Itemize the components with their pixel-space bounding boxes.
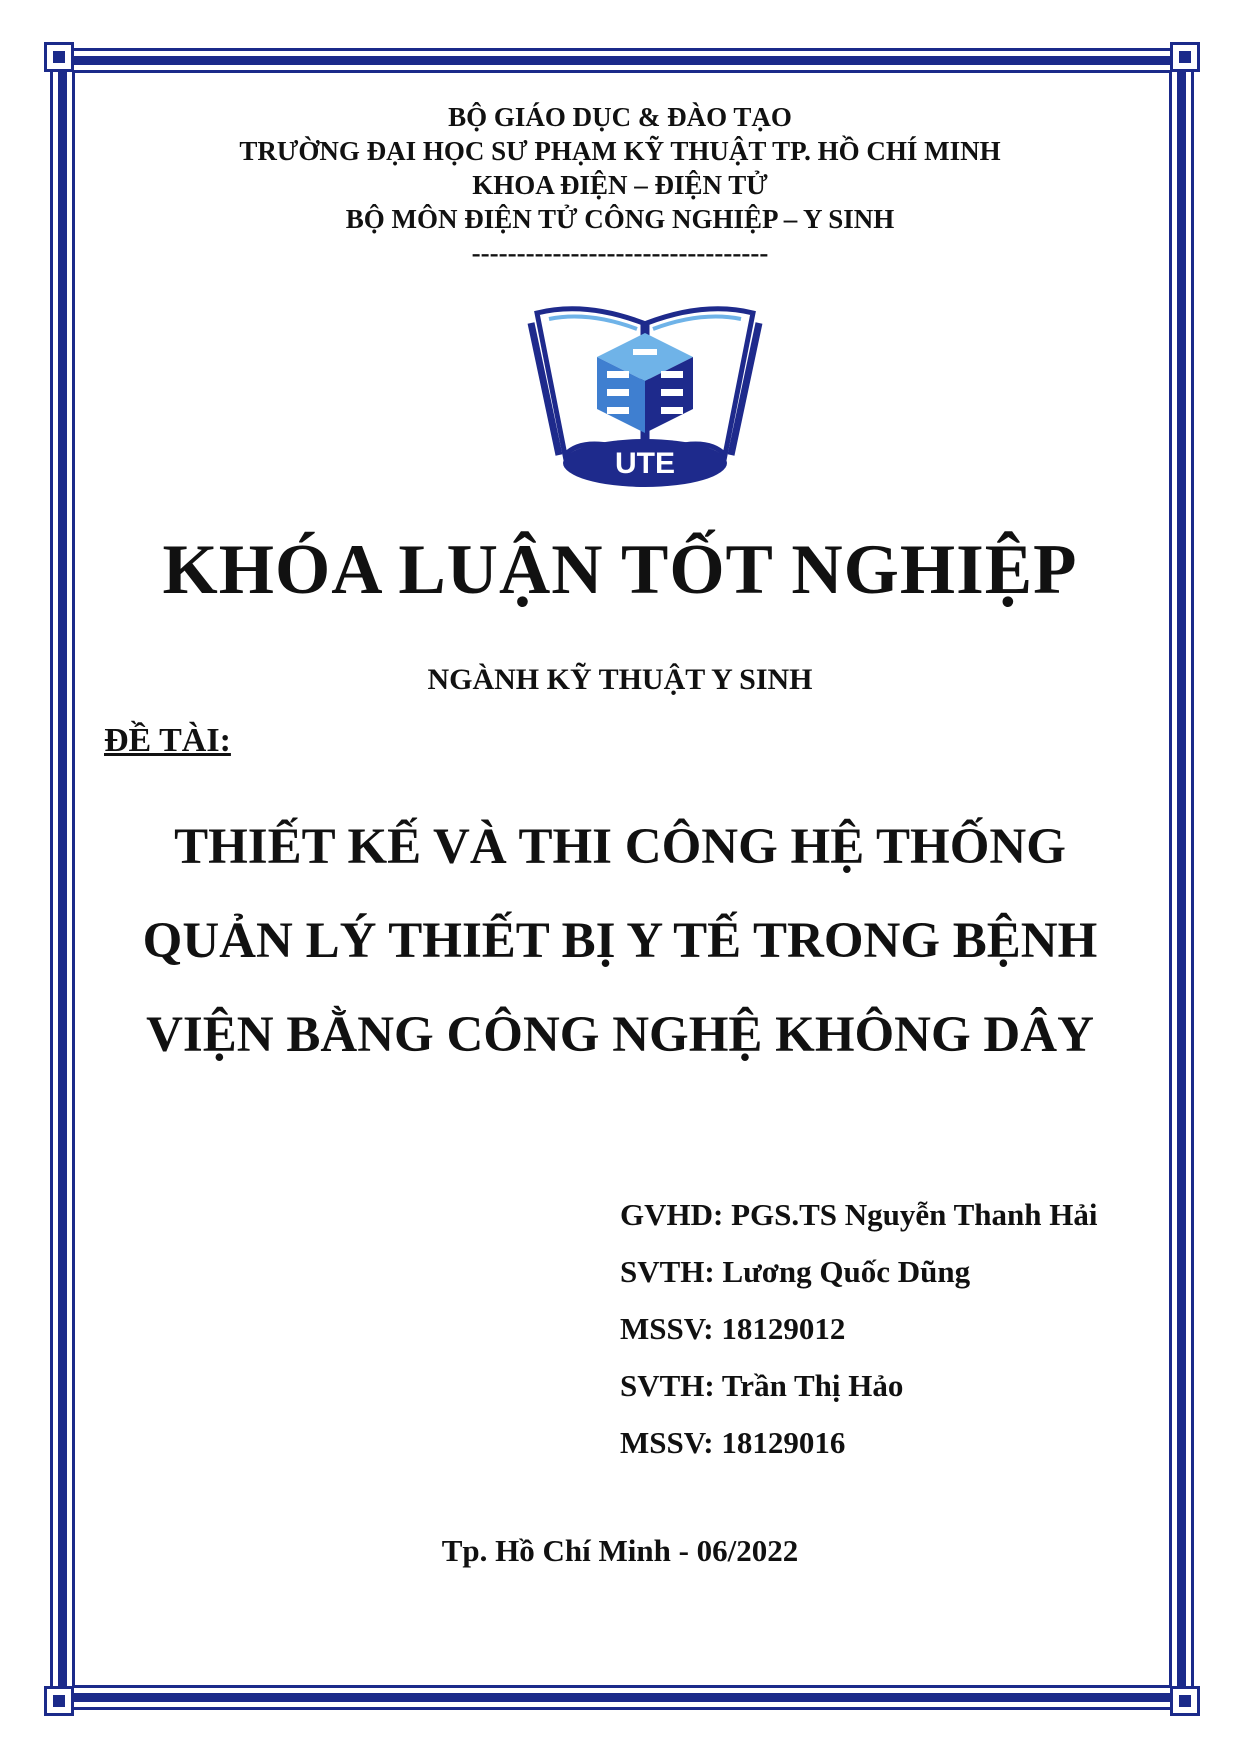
institution-header <box>0 100 1240 270</box>
header-separator: --------------------------------- <box>471 238 769 268</box>
faculty-name: KHOA ĐIỆN – ĐIỆN TỬ <box>472 170 768 200</box>
major-name: NGÀNH KỸ THUẬT Y SINH <box>427 663 813 696</box>
advisor: GVHD: PGS.TS Nguyễn Thanh Hải <box>620 1197 1098 1232</box>
topic-line: THIẾT KẾ VÀ THI CÔNG HỆ THỐNG <box>174 819 1066 875</box>
department-name: BỘ MÔN ĐIỆN TỬ CÔNG NGHIỆP – Y SINH <box>345 204 895 234</box>
border-corner-bottom-left <box>44 1686 74 1716</box>
border-corner-top-right <box>1170 42 1200 72</box>
student-id: MSSV: 18129016 <box>620 1425 846 1460</box>
border-corner-top-left <box>44 42 74 72</box>
student-id: MSSV: 18129012 <box>620 1311 846 1346</box>
place-date: Tp. Hồ Chí Minh - 06/2022 <box>441 1533 799 1568</box>
university-name: TRƯỜNG ĐẠI HỌC SƯ PHẠM KỸ THUẬT TP. HỒ CHÍ MINH <box>239 136 1001 166</box>
border-corner-bottom-right <box>1170 1686 1200 1716</box>
thesis-title: KHÓA LUẬN TỐT NGHIỆP <box>162 531 1078 609</box>
topic-line: QUẢN LÝ THIẾT BỊ Y TẾ TRONG BỆNH <box>142 913 1098 969</box>
ministry-name: BỘ GIÁO DỤC & ĐÀO TẠO <box>448 102 792 132</box>
student-name: SVTH: Trần Thị Hảo <box>620 1368 904 1403</box>
topic-title <box>0 800 1240 1082</box>
topic-label: ĐỀ TÀI: <box>104 722 231 759</box>
topic-line: VIỆN BẰNG CÔNG NGHỆ KHÔNG DÂY <box>146 1007 1094 1063</box>
ute-logo <box>525 305 765 490</box>
student-name: SVTH: Lương Quốc Dũng <box>620 1254 971 1289</box>
logo-text: UTE <box>615 447 675 480</box>
author-info <box>620 1186 1097 1471</box>
